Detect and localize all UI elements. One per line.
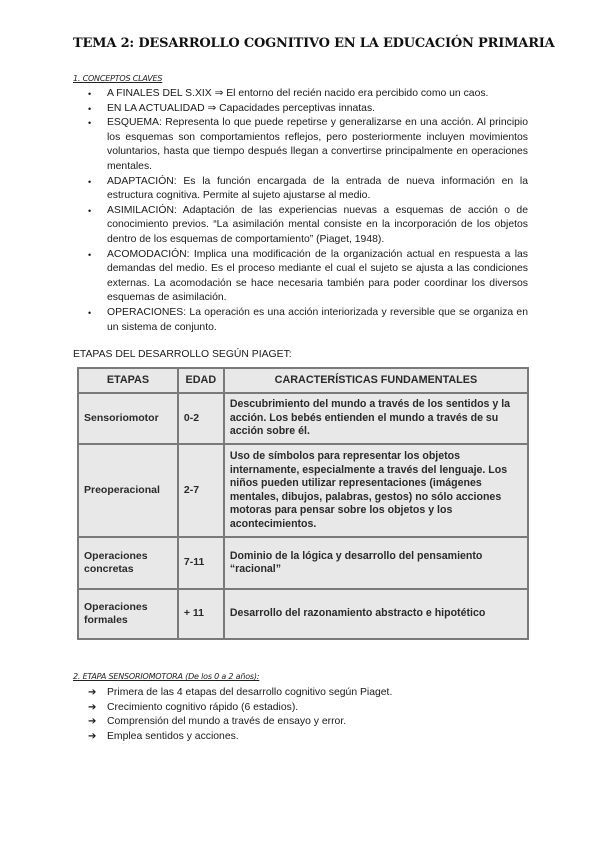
piaget-stages-table bbox=[77, 367, 529, 640]
table-row bbox=[78, 589, 528, 639]
arrow-right-icon: ➔ bbox=[88, 687, 97, 698]
section-heading-conceptos-claves: 1. CONCEPTOS CLAVES bbox=[73, 74, 163, 83]
list-item-text: Primera de las 4 etapas del desarrollo cognitivo según Piaget. bbox=[107, 687, 393, 698]
list-item bbox=[88, 87, 528, 102]
stage-cell: Sensoriomotor bbox=[78, 393, 178, 444]
section-heading-etapa-sensoriomotora: 2. ETAPA SENSORIOMOTORA (De los 0 a 2 años): bbox=[73, 672, 260, 681]
list-item bbox=[88, 116, 528, 174]
column-header-edad: EDAD bbox=[178, 368, 224, 393]
list-item bbox=[88, 248, 528, 306]
bullet-icon: • bbox=[88, 249, 92, 260]
list-item bbox=[88, 730, 528, 745]
age-cell: + 11 bbox=[178, 589, 224, 639]
list-item-text: OPERACIONES: La operación es una acción interiorizada y reversible que se organiza en un sistema de conjunto. bbox=[107, 306, 528, 333]
list-item-text: ACOMODACIÓN: Implica una modificación de la organización actual en respuesta a las demandas del medio. Es el proceso mediante el cual el sujeto se ajusta a las condiciones externas. La acomodación se hace necesaria también para poder coordinar los diversos esquemas de asimilación. bbox=[107, 248, 528, 304]
list-item-text: A FINALES DEL S.XIX ⇒ El entorno del recién nacido era percibido como un caos. bbox=[107, 88, 489, 99]
bullet-icon: • bbox=[88, 176, 92, 187]
list-item bbox=[88, 175, 528, 204]
table-row bbox=[78, 537, 528, 589]
list-item bbox=[88, 715, 528, 730]
stage-cell: Operaciones concretas bbox=[78, 537, 178, 589]
list-item-text: ESQUEMA: Representa lo que puede repetirse y generalizarse en una acción. Al principio los esquemas son comportamientos reflejos, pero posteriormente incluyen movimientos voluntarios, hasta que tiempo después llegan a convertirse principalmente en operaciones mentales. bbox=[107, 117, 528, 172]
bullet-icon: • bbox=[88, 89, 92, 99]
age-cell: 7-11 bbox=[178, 537, 224, 589]
column-header-caracteristicas: CARACTERÍSTICAS FUNDAMENTALES bbox=[224, 368, 528, 393]
list-item-text: Crecimiento cognitivo rápido (6 estadios). bbox=[107, 701, 299, 713]
list-item-text: Emplea sentidos y acciones. bbox=[107, 730, 239, 742]
list-item bbox=[88, 306, 528, 335]
list-item bbox=[88, 701, 528, 716]
table-row bbox=[78, 393, 528, 444]
description-cell: Descubrimiento del mundo a través de los sentidos y la acción. Los bebés entienden el mundo a través de su acción sobre él. bbox=[224, 393, 528, 444]
arrow-right-icon: ➔ bbox=[88, 701, 97, 713]
description-cell: Desarrollo del razonamiento abstracto e hipotético bbox=[224, 589, 528, 639]
stage-cell: Operaciones formales bbox=[78, 589, 178, 639]
table-row bbox=[78, 444, 528, 537]
description-cell: Uso de símbolos para representar los objetos internamente, especialmente a través del lenguaje. Los niños pueden utilizar representaciones (imágenes mentales, dibujos, palabras, gestos) no sólo acciones motoras para pensar sobre los objetos y los acontecimientos. bbox=[224, 444, 528, 537]
bullet-icon: • bbox=[88, 118, 92, 129]
age-cell: 2-7 bbox=[178, 444, 224, 537]
list-item-text: EN LA ACTUALIDAD ⇒ Capacidades perceptivas innatas. bbox=[107, 102, 376, 114]
column-header-etapas: ETAPAS bbox=[78, 368, 178, 393]
age-cell: 0-2 bbox=[178, 393, 224, 444]
list-item bbox=[88, 102, 528, 117]
list-item-text: Comprensión del mundo a través de ensayo y error. bbox=[107, 716, 347, 728]
sensorimotor-stage-list bbox=[88, 686, 528, 744]
bullet-icon: • bbox=[88, 307, 92, 318]
arrow-right-icon: ➔ bbox=[88, 716, 97, 728]
document-title: TEMA 2: DESARROLLO COGNITIVO EN LA EDUCACIÓN PRIMARIA bbox=[73, 36, 555, 51]
table-caption: ETAPAS DEL DESARROLLO SEGÚN PIAGET: bbox=[73, 349, 292, 360]
stage-cell: Preoperacional bbox=[78, 444, 178, 537]
list-item bbox=[88, 686, 528, 701]
table-header-row bbox=[78, 368, 528, 393]
arrow-right-icon: ➔ bbox=[88, 730, 97, 742]
description-cell: Dominio de la lógica y desarrollo del pensamiento “racional” bbox=[224, 537, 528, 589]
key-concepts-list bbox=[88, 87, 528, 335]
bullet-icon: • bbox=[88, 103, 92, 114]
list-item bbox=[88, 204, 528, 248]
list-item-text: ADAPTACIÓN: Es la función encargada de la entrada de nueva información en la estructura cognitiva. Permite al sujeto ajustarse al medio. bbox=[107, 175, 528, 202]
list-item-text: ASIMILACIÓN: Adaptación de las experiencias nuevas a esquemas de acción o de conocimiento previos. “La asimilación mental consiste en la incorporación de los objetos dentro de los esquemas de comportamiento” (Piaget, 1948). bbox=[107, 204, 528, 245]
bullet-icon: • bbox=[88, 205, 92, 216]
